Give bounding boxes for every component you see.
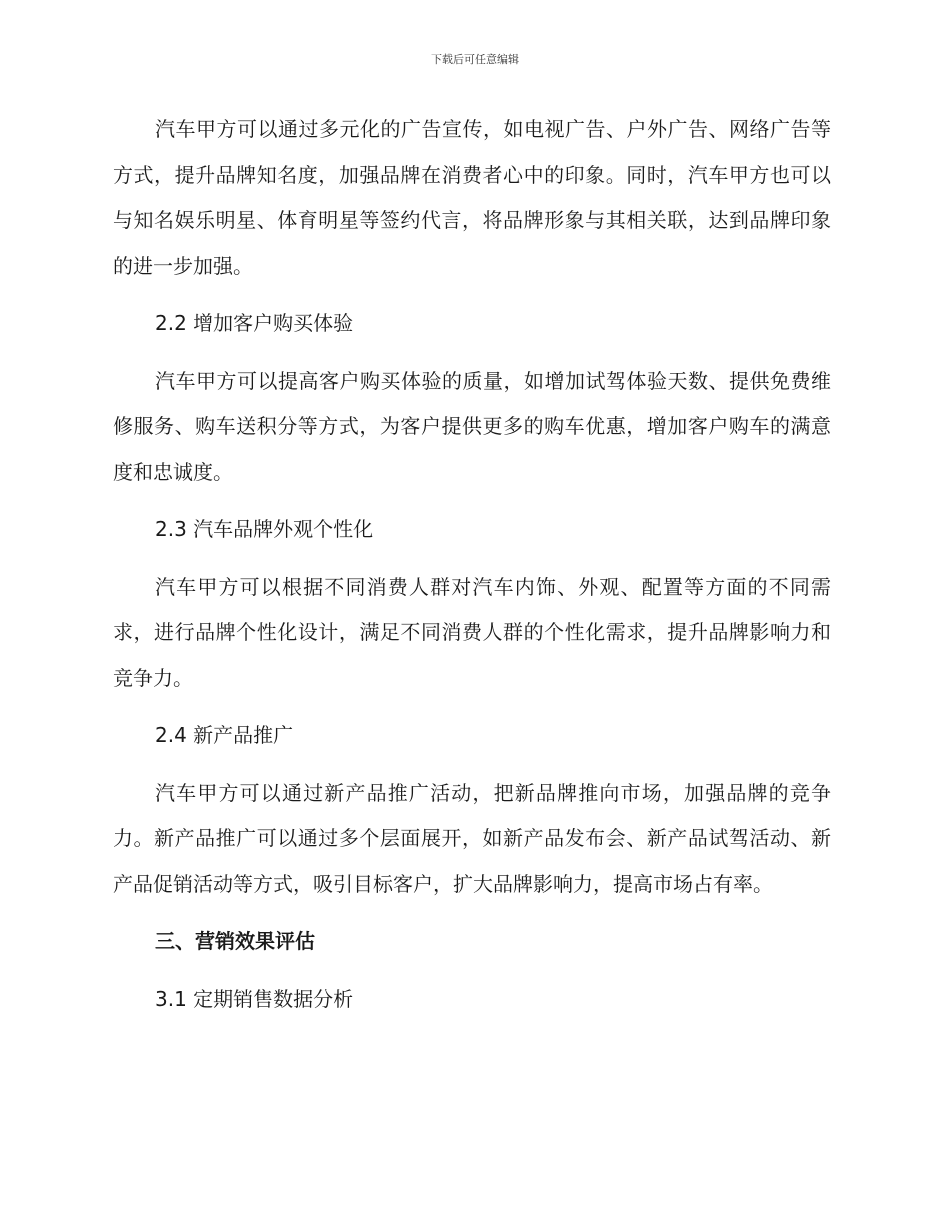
paragraph-personalization: 汽车甲方可以根据不同消费人群对汽车内饰、外观、配置等方面的不同需求，进行品牌个性化设计，满足不同消费人群的个性化需求，提升品牌影响力和竞争力。 [113, 574, 831, 690]
heading-2-2: 2.2 增加客户购买体验 [155, 311, 354, 335]
page-header: 下载后可任意编辑 [431, 53, 519, 66]
paragraph-advertising: 汽车甲方可以通过多元化的广告宣传，如电视广告、户外广告、网络广告等方式，提升品牌知名度，加强品牌在消费者心中的印象。同时，汽车甲方也可以与知名娱乐明星、体育明星等签约代言，将品牌形象与其相关联，达到品牌印象的进一步加强。 [113, 117, 831, 278]
section-title-3: 三、营销效果评估 [155, 929, 315, 953]
document-body [113, 107, 831, 1022]
paragraph-customer-experience: 汽车甲方可以提高客户购买体验的质量，如增加试驾体验天数、提供免费维修服务、购车送积分等方式，为客户提供更多的购车优惠，增加客户购车的满意度和忠诚度。 [113, 368, 831, 484]
heading-3-1: 3.1 定期销售数据分析 [155, 986, 354, 1011]
paragraph-new-product: 汽车甲方可以通过新产品推广活动，把新品牌推向市场，加强品牌的竞争力。新产品推广可以通过多个层面展开，如新产品发布会、新产品试驾活动、新产品促销活动等方式，吸引目标客户，扩大品牌影响力，提高市场占有率。 [113, 780, 831, 896]
heading-2-3: 2.3 汽车品牌外观个性化 [155, 517, 374, 541]
heading-2-4: 2.4 新产品推广 [155, 723, 294, 747]
